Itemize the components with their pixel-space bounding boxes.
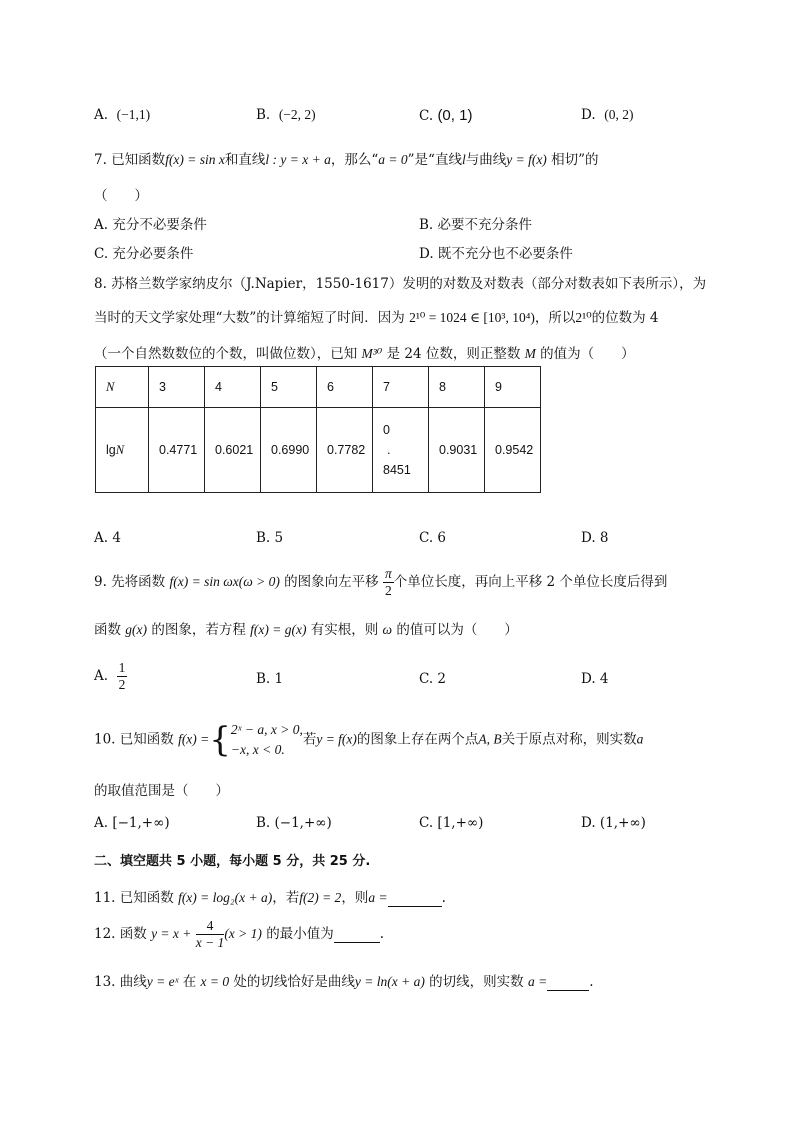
q7-option-b: B. 必要不充分条件 [419,217,533,233]
q13-stem: 13. 曲线y = eˣ 在 x = 0 处的切线恰好是曲线y = ln(x + a) 的切线，则实数 a = . [94,974,594,990]
q10-option-d: D. (1,+∞) [581,815,646,831]
table-cell: 0.6990 [261,408,317,493]
table-head-n: N [96,367,149,408]
table-cell: 3 [149,367,205,408]
q7-option-c: C. 充分必要条件 [94,246,194,262]
q8-option-a: A. 4 [94,530,121,546]
table-cell: 8 [429,367,485,408]
table-cell: 7 [373,367,429,408]
table-cell: 9 [485,367,541,408]
log-table [95,366,541,493]
table-cell: 0.6021 [205,408,261,493]
q6-option-c: C. (0, 1) [419,107,473,124]
table-cell: 0.4771 [149,408,205,493]
q11-answer-blank[interactable] [388,890,442,907]
q9-line-1: 9. 先将函数 f(x) = sin ωx(ω > 0) 的图象向左平移 $\frac{\pi}{2}$ 个单位长度，再向上平移 2 个单位长度后得到 [94,566,668,598]
q9-option-c: C. 2 [419,671,447,687]
q7-option-d: D. 既不充分也不必要条件 [419,246,573,262]
q8-line-1: 8. 苏格兰数学家纳皮尔（J.Napier，1550-1617）发明的对数及对数表（部分对数表如下表所示），为 [94,276,707,292]
q10-option-b: B. (−1,+∞) [256,815,332,831]
q12-answer-blank[interactable] [334,926,380,943]
q9-fraction: $\frac{\pi}{2}$ [384,566,392,598]
q11-stem: 11. 已知函数 f(x) = log₂(x + a)，若f(2) = 2，则a = . [94,890,446,906]
q10-brace-icon: { [209,720,231,760]
q6-option-d: D. (0, 2) [581,107,634,123]
q7-option-a: A. 充分不必要条件 [94,217,207,233]
table-cell: 0.9542 [485,408,541,493]
table-cell-lg7: 0 . 8451 [373,408,429,493]
table-row [96,367,541,408]
q10-option-a: A. [−1,+∞) [94,815,170,831]
q12-stem: 12. 函数 y = x + $\frac{4}{x - 1}$ (x > 1) 的最小值为 . [94,918,384,950]
table-row [96,408,541,493]
q13-answer-blank[interactable] [547,974,589,991]
q9-option-b: B. 1 [256,671,284,687]
q10-line-2: 的取值范围是（ ） [94,783,229,799]
q8-option-c: C. 6 [419,530,447,546]
q9-option-a: A. $\frac{1}{2}$ [94,660,126,692]
q7-answer-paren: （ ） [94,188,148,204]
table-cell: 4 [205,367,261,408]
q8-option-b: B. 5 [256,530,284,546]
table-cell: 5 [261,367,317,408]
q7-stem: 7. 已知函数f(x) = sin x和直线l : y = x + a，那么“a = 0”是“直线l与曲线y = f(x) 相切”的 [94,152,599,168]
section-title: 二、填空题共 5 小题，每小题 5 分，共 25 分. [94,854,371,869]
q10-option-c: C. [1,+∞) [419,815,484,831]
q9-option-d: D. 4 [581,671,609,687]
q8-option-d: D. 8 [581,530,609,546]
q9-line-2: 函数 g(x) 的图象，若方程 f(x) = g(x) 有实根，则 ω 的值可以为（ ） [94,622,518,638]
q10-line-1: 10. 已知函数 f(x) ={ 2ˣ − a, x > 0, −x, x < 0. 若y = f(x)的图象上存在两个点A, B关于原点对称，则实数a [94,720,644,760]
q8-line-3: （一个自然数数位的个数，叫做位数），已知 M³⁰ 是 24 位数，则正整数 M 的值为（ ） [94,346,635,362]
table-head-lgn: lgN [96,408,149,493]
q8-line-2: 当时的天文学家处理“大数”的计算缩短了时间．因为 2¹⁰ = 1024 ∈ [10³, 10⁴)，所以2¹⁰的位数为 4 [94,310,659,326]
q6-option-b: B. (−2, 2) [256,107,316,123]
table-cell: 6 [317,367,373,408]
table-cell: 0.7782 [317,408,373,493]
table-cell: 0.9031 [429,408,485,493]
q6-option-a: A. (−1,1) [94,107,151,123]
